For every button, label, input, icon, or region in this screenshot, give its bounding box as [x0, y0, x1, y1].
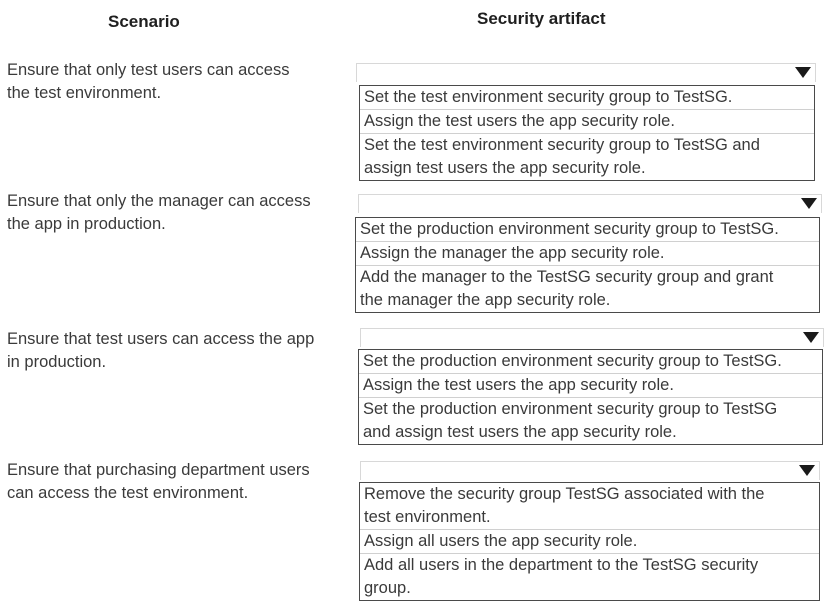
option-4-3-line-2: group.: [364, 579, 411, 597]
scenario-3-line-2: in production.: [7, 353, 107, 371]
scenario-1-line-1: Ensure that only test users can access: [7, 61, 290, 79]
scenario-1-text: [7, 59, 352, 105]
option-3-1-line-1: Set the production environment security group to TestSG.: [363, 352, 782, 370]
scenario-header: Scenario: [108, 12, 180, 31]
option-2-1[interactable]: [356, 218, 819, 242]
artifact-dropdown-2[interactable]: [358, 194, 822, 213]
artifact-dropdown-3[interactable]: [360, 328, 824, 347]
option-3-2[interactable]: [359, 374, 822, 398]
scenario-4-line-2: can access the test environment.: [7, 484, 249, 502]
option-2-3-line-2: the manager the app security role.: [360, 291, 611, 309]
option-2-3-line-1: Add the manager to the TestSG security group and grant: [360, 268, 774, 286]
option-4-3-line-1: Add all users in the department to the TestSG security: [364, 556, 759, 574]
option-1-2-line-1: Assign the test users the app security role.: [364, 112, 675, 130]
option-2-2[interactable]: [356, 242, 819, 266]
option-1-3-line-2: assign test users the app security role.: [364, 159, 646, 177]
scenario-3-text: [7, 328, 352, 374]
chevron-down-icon[interactable]: [803, 332, 819, 343]
scenario-3-line-1: Ensure that test users can access the app: [7, 330, 315, 348]
chevron-down-icon[interactable]: [799, 465, 815, 476]
scenario-2-line-2: the app in production.: [7, 215, 166, 233]
option-1-2[interactable]: [360, 110, 814, 134]
option-4-1-line-2: test environment.: [364, 508, 491, 526]
chevron-down-icon[interactable]: [795, 67, 811, 78]
option-3-3-line-1: Set the production environment security group to TestSG: [363, 400, 778, 418]
option-1-3[interactable]: [360, 134, 814, 180]
artifact-options-4: [359, 482, 820, 601]
option-1-1[interactable]: [360, 86, 814, 110]
option-4-1-line-1: Remove the security group TestSG associated with the: [364, 485, 765, 503]
option-1-3-line-1: Set the test environment security group to TestSG and: [364, 136, 760, 154]
artifact-dropdown-4[interactable]: [360, 461, 820, 480]
option-3-3[interactable]: [359, 398, 822, 444]
artifact-options-3: [358, 349, 823, 445]
option-3-2-line-1: Assign the test users the app security role.: [363, 376, 674, 394]
scenario-1-line-2: the test environment.: [7, 84, 162, 102]
chevron-down-icon[interactable]: [801, 198, 817, 209]
option-2-2-line-1: Assign the manager the app security role.: [360, 244, 665, 262]
option-4-2-line-1: Assign all users the app security role.: [364, 532, 638, 550]
scenario-2-line-1: Ensure that only the manager can access: [7, 192, 311, 210]
scenario-2-text: [7, 190, 352, 236]
artifact-dropdown-1[interactable]: [356, 63, 816, 82]
artifact-options-1: [359, 85, 815, 181]
scenario-4-line-1: Ensure that purchasing department users: [7, 461, 310, 479]
option-3-3-line-2: and assign test users the app security role.: [363, 423, 677, 441]
artifact-header: Security artifact: [477, 9, 606, 28]
option-3-1[interactable]: [359, 350, 822, 374]
option-4-2[interactable]: [360, 530, 819, 554]
scenario-4-text: [7, 459, 352, 505]
option-2-1-line-1: Set the production environment security group to TestSG.: [360, 220, 779, 238]
artifact-options-2: [355, 217, 820, 313]
option-1-1-line-1: Set the test environment security group to TestSG.: [364, 88, 733, 106]
option-4-1[interactable]: [360, 483, 819, 530]
option-2-3[interactable]: [356, 266, 819, 312]
option-4-3[interactable]: [360, 554, 819, 600]
